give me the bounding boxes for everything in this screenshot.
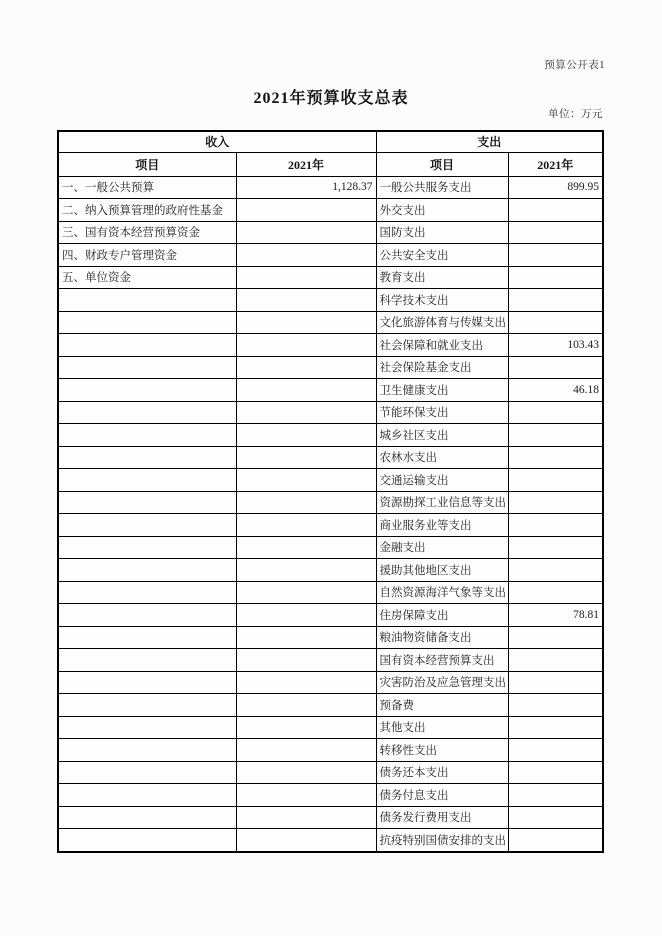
income-item-cell	[58, 311, 236, 334]
table-row	[58, 356, 603, 379]
expense-item-cell: 国防支出	[376, 221, 508, 244]
expense-item-cell: 交通运输支出	[376, 469, 508, 492]
income-item-cell	[58, 514, 236, 537]
expense-item-cell: 预备费	[376, 694, 508, 717]
table-row	[58, 806, 603, 829]
expense-item-cell: 科学技术支出	[376, 289, 508, 312]
income-item-cell	[58, 716, 236, 739]
page-title: 2021年预算收支总表	[253, 90, 409, 107]
income-value-cell	[236, 694, 376, 717]
income-value-cell	[236, 491, 376, 514]
expense-item-cell: 社会保险基金支出	[376, 356, 508, 379]
expense-item-cell: 援助其他地区支出	[376, 559, 508, 582]
income-value-cell	[236, 806, 376, 829]
income-value-cell	[236, 424, 376, 447]
income-value-cell	[236, 739, 376, 762]
income-value-cell	[236, 266, 376, 289]
income-value-cell	[236, 401, 376, 424]
table-row	[58, 334, 603, 357]
expense-item-cell: 社会保障和就业支出	[376, 334, 508, 357]
income-item-cell: 四、财政专户管理资金	[58, 244, 236, 267]
column-header-row	[58, 152, 603, 176]
income-item-cell	[58, 784, 236, 807]
income-item-cell	[58, 401, 236, 424]
expense-value-cell	[508, 761, 603, 784]
income-item-cell	[58, 289, 236, 312]
income-item-col-header: 项目	[58, 152, 236, 176]
expense-value-cell	[508, 199, 603, 222]
income-item-cell: 五、单位资金	[58, 266, 236, 289]
expense-value-cell	[508, 784, 603, 807]
expense-item-cell: 一般公共服务支出	[376, 176, 508, 199]
income-item-cell	[58, 379, 236, 402]
expense-value-cell	[508, 424, 603, 447]
table-row	[58, 604, 603, 627]
expense-value-cell	[508, 536, 603, 559]
unit-note: 单位：万元	[548, 109, 603, 120]
expense-item-cell: 债务还本支出	[376, 761, 508, 784]
expense-value-cell	[508, 221, 603, 244]
income-value-cell	[236, 626, 376, 649]
table-row	[58, 311, 603, 334]
expense-item-cell: 其他支出	[376, 716, 508, 739]
income-value-cell	[236, 536, 376, 559]
table-row	[58, 491, 603, 514]
expense-item-cell: 国有资本经营预算支出	[376, 649, 508, 672]
expense-item-cell: 粮油物资储备支出	[376, 626, 508, 649]
expense-value-cell	[508, 671, 603, 694]
expense-item-cell: 资源勘探工业信息等支出	[376, 491, 508, 514]
income-item-cell	[58, 559, 236, 582]
income-item-cell	[58, 334, 236, 357]
table-row	[58, 536, 603, 559]
expense-item-cell: 转移性支出	[376, 739, 508, 762]
expense-value-cell	[508, 266, 603, 289]
income-item-cell	[58, 806, 236, 829]
income-item-cell	[58, 446, 236, 469]
expense-value-cell	[508, 716, 603, 739]
income-value-cell	[236, 334, 376, 357]
income-item-cell: 三、国有资本经营预算资金	[58, 221, 236, 244]
expense-value-cell	[508, 446, 603, 469]
expense-value-cell	[508, 806, 603, 829]
income-value-cell	[236, 514, 376, 537]
income-value-cell: 1,128.37	[236, 176, 376, 199]
expense-year-col-header: 2021年	[508, 152, 603, 176]
income-item-cell	[58, 649, 236, 672]
table-row	[58, 401, 603, 424]
expense-item-cell: 债务发行费用支出	[376, 806, 508, 829]
table-row	[58, 739, 603, 762]
income-value-cell	[236, 761, 376, 784]
table-row	[58, 626, 603, 649]
expense-item-cell: 自然资源海洋气象等支出	[376, 581, 508, 604]
income-year-col-header: 2021年	[236, 152, 376, 176]
income-item-cell	[58, 739, 236, 762]
income-value-cell	[236, 289, 376, 312]
income-item-cell	[58, 536, 236, 559]
table-row	[58, 761, 603, 784]
expense-item-cell: 公共安全支出	[376, 244, 508, 267]
expense-value-cell	[508, 491, 603, 514]
income-value-cell	[236, 244, 376, 267]
income-value-cell	[236, 784, 376, 807]
expense-item-cell: 节能环保支出	[376, 401, 508, 424]
income-value-cell	[236, 221, 376, 244]
income-value-cell	[236, 649, 376, 672]
income-value-cell	[236, 559, 376, 582]
expense-value-cell	[508, 469, 603, 492]
income-item-cell	[58, 424, 236, 447]
income-item-cell	[58, 694, 236, 717]
expense-item-cell: 灾害防治及应急管理支出	[376, 671, 508, 694]
expense-value-cell: 103.43	[508, 334, 603, 357]
table-row	[58, 199, 603, 222]
income-value-cell	[236, 379, 376, 402]
income-value-cell	[236, 581, 376, 604]
expense-value-cell	[508, 694, 603, 717]
income-item-cell: 一、一般公共预算	[58, 176, 236, 199]
income-item-cell	[58, 626, 236, 649]
table-row	[58, 379, 603, 402]
income-item-cell: 二、纳入预算管理的政府性基金	[58, 199, 236, 222]
table-body	[58, 176, 603, 852]
expense-item-cell: 住房保障支出	[376, 604, 508, 627]
expense-item-cell: 抗疫特别国债安排的支出	[376, 829, 508, 853]
income-value-cell	[236, 311, 376, 334]
expense-value-cell	[508, 626, 603, 649]
income-item-cell	[58, 356, 236, 379]
expense-value-cell	[508, 311, 603, 334]
income-item-cell	[58, 671, 236, 694]
table-row	[58, 649, 603, 672]
expense-value-cell	[508, 581, 603, 604]
table-row	[58, 221, 603, 244]
income-item-cell	[58, 761, 236, 784]
income-value-cell	[236, 356, 376, 379]
expense-item-cell: 卫生健康支出	[376, 379, 508, 402]
expense-value-cell	[508, 289, 603, 312]
expense-item-cell: 外交支出	[376, 199, 508, 222]
income-item-cell	[58, 829, 236, 853]
table-row	[58, 581, 603, 604]
table-row	[58, 266, 603, 289]
expense-item-cell: 教育支出	[376, 266, 508, 289]
expense-value-cell	[508, 559, 603, 582]
table-row	[58, 446, 603, 469]
table-row	[58, 716, 603, 739]
income-item-cell	[58, 469, 236, 492]
expense-value-cell	[508, 739, 603, 762]
expense-item-cell: 城乡社区支出	[376, 424, 508, 447]
income-value-cell	[236, 446, 376, 469]
table-row	[58, 784, 603, 807]
table-row	[58, 244, 603, 267]
expense-value-cell	[508, 649, 603, 672]
table-row	[58, 829, 603, 853]
expense-section-header: 支出	[376, 131, 603, 152]
income-value-cell	[236, 829, 376, 853]
expense-value-cell	[508, 401, 603, 424]
expense-value-cell: 78.81	[508, 604, 603, 627]
table-row	[58, 469, 603, 492]
expense-value-cell	[508, 244, 603, 267]
expense-item-col-header: 项目	[376, 152, 508, 176]
expense-item-cell: 商业服务业等支出	[376, 514, 508, 537]
expense-item-cell: 债务付息支出	[376, 784, 508, 807]
expense-item-cell: 农林水支出	[376, 446, 508, 469]
income-item-cell	[58, 491, 236, 514]
expense-value-cell	[508, 356, 603, 379]
income-value-cell	[236, 469, 376, 492]
budget-table	[57, 130, 604, 853]
income-value-cell	[236, 604, 376, 627]
expense-value-cell: 46.18	[508, 379, 603, 402]
table-row	[58, 559, 603, 582]
table-row	[58, 694, 603, 717]
expense-value-cell	[508, 829, 603, 853]
doc-label: 预算公开表1	[544, 60, 605, 71]
income-item-cell	[58, 581, 236, 604]
expense-item-cell: 文化旅游体育与传媒支出	[376, 311, 508, 334]
income-section-header: 收入	[58, 131, 376, 152]
income-value-cell	[236, 199, 376, 222]
expense-item-cell: 金融支出	[376, 536, 508, 559]
section-header-row	[58, 131, 603, 152]
income-value-cell	[236, 716, 376, 739]
table-row	[58, 176, 603, 199]
table-row	[58, 289, 603, 312]
table-header	[58, 131, 603, 176]
income-value-cell	[236, 671, 376, 694]
table-row	[58, 514, 603, 537]
expense-value-cell	[508, 514, 603, 537]
table-row	[58, 424, 603, 447]
table-row	[58, 671, 603, 694]
income-item-cell	[58, 604, 236, 627]
expense-value-cell: 899.95	[508, 176, 603, 199]
